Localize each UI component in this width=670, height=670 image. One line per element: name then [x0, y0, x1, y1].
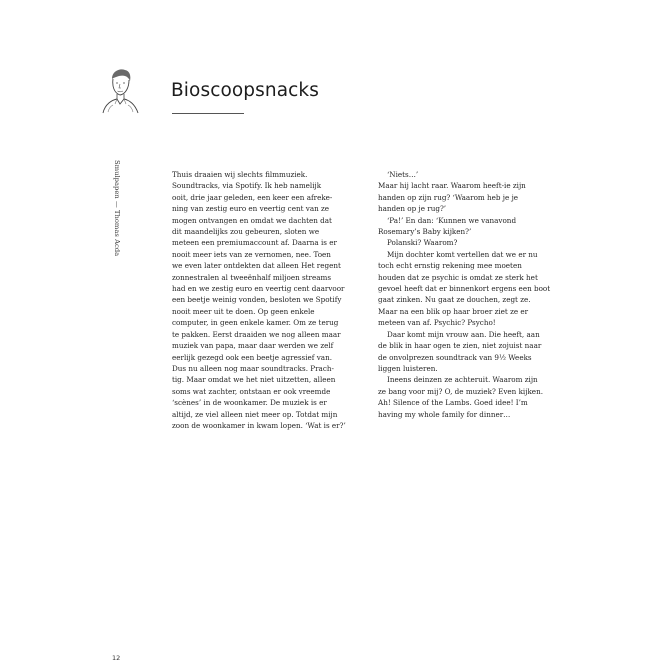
text-line: eerlijk gezegd ook een beetje agressief van. [172, 352, 332, 362]
text-line: nooit meer uit te doen. Op geen enkele [172, 306, 315, 316]
text-line: soms wat zachter, ontstaan er ook vreemde [172, 386, 331, 396]
text-line: een beetje weinig vonden, besloten we Spotify [172, 295, 342, 305]
text-line: zoon de woonkamer in kwam lopen. ‘Wat is er?’ [172, 420, 346, 430]
text-line: de blik in haar ogen te zien, niet zojuist naar [378, 341, 542, 351]
text-line: Soundtracks, via Spotify. Ik heb namelijk [172, 181, 322, 191]
text-line: houden dat ze psychic is omdat ze sterk het [378, 272, 538, 282]
text-line: Ah! Silence of the Lambs. Goed idee! I’m [378, 398, 528, 408]
text-line: we even later ontdekten dat alleen Het regent [172, 261, 341, 271]
running-head: Smulpapen — Thomas Acda [113, 160, 121, 257]
text-line: ning van zestig euro en veertig cent van ze [172, 204, 330, 214]
text-line: meteen van af. Psychic? Psycho! [378, 318, 496, 328]
text-line: Daar komt mijn vrouw aan. Die heeft, aan [387, 329, 540, 339]
text-line: de onvolprezen soundtrack van 9½ Weeks [378, 352, 532, 362]
text-line: muziek van papa, maar daar werden we zelf [172, 341, 334, 351]
text-column-left [172, 169, 372, 431]
text-line: nooit meer iets van ze vernomen, nee. Toen [172, 249, 331, 259]
text-line: computer, in geen enkele kamer. Om ze terug [172, 318, 339, 328]
text-line: having my whole family for dinner… [378, 409, 511, 419]
text-line: mogen ontvangen en omdat we dachten dat [172, 215, 332, 225]
text-line: Polanski? Waarom? [387, 238, 458, 248]
text-line: Maar na een blik op haar broer ziet ze er [378, 306, 529, 316]
text-line: ‘scènes’ in de woonkamer. De muziek is er [172, 398, 327, 408]
chapter-title: Bioscoopsnacks [171, 80, 319, 101]
text-line: Dus nu alleen nog maar soundtracks. Prach- [172, 363, 334, 373]
text-line: Rosemary’s Baby kijken?’ [378, 227, 472, 237]
text-line: Maar hij lacht raar. Waarom heeft-ie zijn [378, 181, 526, 191]
text-line: meteen een premiumaccount af. Daarna is er [172, 238, 337, 248]
text-line: handen op zijn rug? ‘Waarom heb je je [378, 192, 519, 202]
text-line: dit maandelijks zou gebeuren, sloten we [172, 227, 320, 237]
text-line: Thuis draaien wij slechts filmmuziek. [172, 170, 308, 179]
text-line: te pakken. Eerst draaiden we nog alleen maar [172, 329, 341, 339]
text-line: ‘Niets…’ [387, 170, 419, 179]
text-line: toch echt ernstig rekening mee moeten [378, 261, 522, 271]
text-line: handen op je rug?’ [378, 204, 447, 214]
title-underline [172, 113, 244, 114]
text-line: Mijn dochter komt vertellen dat we er nu [387, 249, 538, 259]
text-line: gevoel heeft dat er binnenkort ergens een boot [378, 284, 551, 294]
text-line: zonnestralen al tweeënhalf miljoen streams [172, 272, 332, 282]
text-line: liggen luisteren. [378, 363, 438, 373]
text-column-right [378, 169, 578, 420]
page-number: 12 [112, 654, 121, 662]
text-line: ze bang voor mij? O, de muziek? Even kijken. [378, 386, 543, 396]
text-line: Ineens deinzen ze achteruit. Waarom zijn [387, 375, 538, 385]
text-line: had en we zestig euro en veertig cent daarvoor [172, 284, 345, 294]
text-line: tig. Maar omdat we het niet uitzetten, alleen [172, 375, 336, 385]
text-line: altijd, ze viel alleen niet meer op. Totdat mijn [172, 409, 338, 419]
author-portrait-icon [100, 66, 140, 114]
text-line: gaat zinken. Nu gaat ze douchen, zegt ze. [378, 295, 531, 305]
text-line: ‘Pa!’ En dan: ‘Kunnen we vanavond [387, 215, 517, 225]
text-line: ooit, drie jaar geleden, een keer een afreke- [172, 192, 333, 202]
